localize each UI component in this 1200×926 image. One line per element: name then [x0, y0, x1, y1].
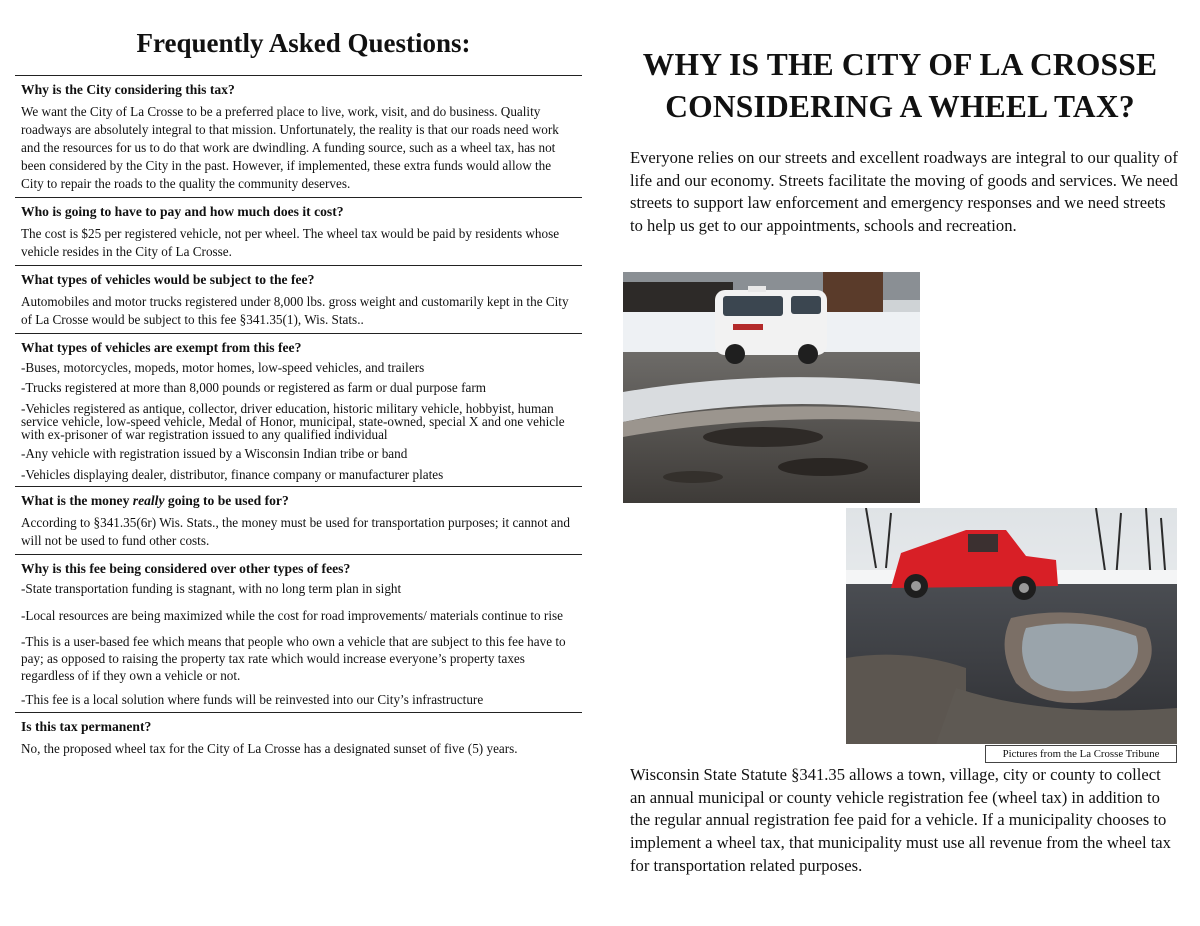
photo-taxi-illustration — [623, 272, 920, 503]
faq-answer: We want the City of La Crosse to be a preferred place to live, work, visit, and do business. Quality roadways are absolutely integral to that mission. Unfortunately, the reality is that our roads need work and the resources for us to do that work are dwindling. A funding source, such as a wheel tax, has not been considered by the City in the past. However, if implemented, these extra funds would allow the City to repair the roads to the quality the community deserves. — [21, 104, 559, 191]
faq-answer: No, the proposed wheel tax for the City of La Crosse has a designated sunset of five (5) years. — [21, 740, 518, 756]
faq-list-item: -This is a user-based fee which means that people who own a vehicle that are subject to this fee have to pay; as opposed to raising the property tax rate which would increase everyone’s property taxes regardless of if they own a vehicle or not. — [21, 633, 566, 684]
photo-truck-illustration — [846, 508, 1177, 744]
faq-list-item: -Local resources are being maximized while the cost for road improvements/ materials continue to rise — [21, 607, 563, 623]
faq-question — [21, 493, 576, 509]
faq-question-part: What is the money — [21, 493, 133, 509]
faq-list-item: -This fee is a local solution where funds will be reinvested into our City’s infrastructure — [21, 692, 484, 708]
faq-question: Is this tax permanent? — [21, 718, 152, 734]
faq-item — [15, 486, 582, 554]
statute-section — [622, 764, 1178, 878]
faq-item — [15, 197, 582, 265]
faq-list-item: -Buses, motorcycles, mopeds, motor homes, low-speed vehicles, and trailers — [21, 359, 425, 375]
title-line: CONSIDERING A WHEEL TAX? — [665, 88, 1135, 124]
faq-list-item: -Vehicles displaying dealer, distributor, finance company or manufacturer plates — [21, 466, 444, 482]
photo-pothole-truck — [846, 508, 1177, 744]
faq-answer: The cost is $25 per registered vehicle, not per wheel. The wheel tax would be paid by residents whose vehicle resides in the City of La Crosse. — [21, 225, 560, 259]
title-line: WHY IS THE CITY OF LA CROSSE — [642, 47, 1158, 82]
faq-item — [15, 333, 582, 487]
faq-list-item: -Vehicles registered as antique, collector, driver education, historic military vehicle, hobbyist, human service vehicle, low-speed vehicle, Medal of Honor, municipal, state-owned, special X and one vehicle with ex-prisoner of war registration issued to any qualified individual — [21, 400, 565, 443]
faq-title: Frequently Asked Questions: — [136, 28, 471, 58]
faq-question: What types of vehicles are exempt from this fee? — [21, 339, 302, 355]
faq-column — [15, 28, 582, 762]
faq-question-part: going to be used for? — [164, 493, 289, 509]
faq-question: Why is this fee being considered over other types of fees? — [21, 561, 351, 577]
faq-item — [15, 75, 582, 197]
intro-paragraph: Everyone relies on our streets and excellent roadways are integral to our quality of life and our economy. Streets facilitate the moving of goods and services. We need streets to support law enforcement and emergency responses and we need streets to help us get to our appointments, schools and recreation. — [630, 147, 1178, 235]
faq-item — [15, 554, 582, 712]
faq-list-item: -Trucks registered at more than 8,000 pounds or registered as farm or dual purpose farm — [21, 380, 486, 396]
faq-item — [15, 265, 582, 333]
faq-list-item: -Any vehicle with registration issued by a Wisconsin Indian tribe or band — [21, 446, 408, 462]
page-title — [622, 44, 1178, 128]
faq-question: Why is the City considering this tax? — [21, 82, 235, 97]
faq-item — [15, 712, 582, 762]
faq-answer: According to §341.35(6r) Wis. Stats., the money must be used for transportation purposes; it cannot and will not be used to fund other costs. — [21, 515, 570, 549]
info-column — [622, 40, 1178, 238]
statute-paragraph: Wisconsin State Statute §341.35 allows a town, village, city or county to collect an annual municipal or county vehicle registration fee (wheel tax) in addition to the regular annual registration fee paid for a vehicle. If a municipality chooses to implement a wheel tax, that municipality must use all revenue from the wheel tax for transportation related purposes. — [630, 765, 1171, 875]
faq-question: What types of vehicles would be subject to the fee? — [21, 271, 315, 287]
faq-question-emphasis: really — [132, 493, 165, 509]
photo-pothole-taxi — [623, 272, 920, 503]
faq-list-item: -State transportation funding is stagnant, with no long term plan in sight — [21, 581, 402, 597]
faq-question: Who is going to have to pay and how much does it cost? — [21, 203, 344, 219]
faq-answer: Automobiles and motor trucks registered under 8,000 lbs. gross weight and customarily kept in the City of La Crosse would be subject to this fee §341.35(1), Wis. Stats.. — [21, 293, 569, 327]
photo-caption: Pictures from the La Crosse Tribune — [985, 745, 1177, 763]
